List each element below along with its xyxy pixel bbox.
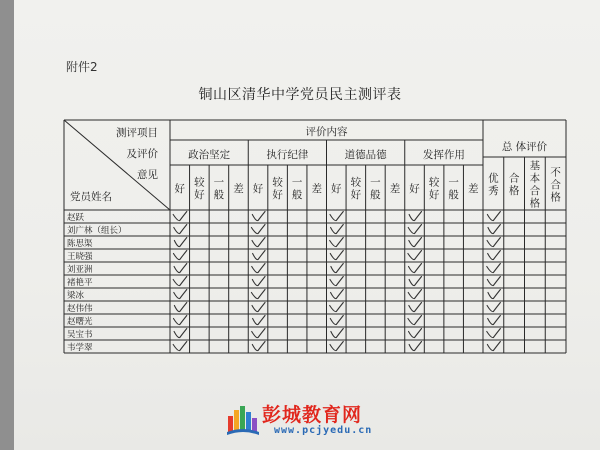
member-name: 褚艳平 — [67, 278, 93, 288]
check-mark — [173, 277, 187, 286]
category-label-1: 政治坚定 — [188, 149, 231, 161]
category-label-4: 发挥作用 — [422, 149, 465, 161]
check-mark — [331, 290, 344, 299]
grade-label: 差 — [389, 182, 401, 195]
watermark-logo — [226, 400, 386, 444]
check-mark — [488, 316, 501, 325]
category-label-2: 执行纪律 — [266, 149, 309, 161]
check-mark — [330, 303, 344, 312]
diag-label-items: 测评项目 — [116, 127, 158, 139]
check-mark — [251, 290, 265, 299]
book-logo-icon — [226, 404, 260, 436]
eval-content-label: 评价内容 — [305, 126, 348, 138]
diag-label-evaluation: 及评价 — [126, 148, 158, 160]
check-mark — [331, 329, 343, 338]
check-mark — [330, 212, 343, 221]
check-mark — [487, 329, 501, 338]
check-mark — [252, 342, 265, 351]
check-mark — [330, 251, 343, 260]
member-name: 王晓强 — [67, 252, 93, 262]
check-mark — [408, 316, 422, 325]
grade-label: 好 — [252, 182, 264, 195]
check-mark — [331, 225, 344, 234]
diag-label-member-name: 党员姓名 — [70, 191, 112, 203]
grade-label: 较好 — [350, 176, 362, 201]
check-mark — [409, 264, 422, 273]
check-mark — [408, 225, 421, 234]
check-mark — [487, 303, 500, 312]
check-mark — [173, 342, 187, 351]
grade-label: 好 — [409, 182, 420, 195]
check-mark — [409, 342, 421, 351]
member-name: 陈思渠 — [67, 239, 93, 249]
check-mark — [252, 212, 265, 221]
check-mark — [252, 277, 265, 286]
check-mark — [253, 316, 265, 325]
check-mark — [408, 290, 421, 299]
check-mark — [252, 329, 265, 338]
check-mark — [173, 316, 186, 325]
grade-label: 一般 — [370, 176, 381, 201]
member-name: 刘亚洲 — [67, 265, 93, 275]
check-mark — [252, 264, 265, 273]
check-mark — [331, 264, 343, 273]
check-mark — [252, 303, 265, 312]
member-name: 赵跃 — [67, 213, 85, 223]
grade-label: 一般 — [291, 176, 303, 201]
check-mark — [487, 277, 500, 286]
check-mark — [409, 238, 422, 247]
check-mark — [174, 290, 187, 299]
grade-label: 好 — [331, 182, 342, 195]
diag-label-opinion: 意见 — [137, 169, 158, 181]
grade-label: 一般 — [213, 176, 225, 201]
member-name: 赵伟伟 — [67, 304, 93, 314]
check-mark — [409, 212, 421, 221]
watermark-name: 彭城教育网 — [262, 404, 363, 426]
grade-label: 较好 — [272, 176, 283, 201]
grade-label: 较好 — [194, 176, 205, 201]
check-mark — [488, 290, 500, 299]
grade-label: 好 — [174, 182, 186, 195]
member-name: 韦学翠 — [67, 343, 93, 353]
check-mark — [488, 251, 501, 260]
watermark-url: www.pcjyedu.cn — [274, 425, 373, 436]
member-name: 梁冰 — [67, 291, 85, 301]
check-mark — [330, 316, 343, 325]
check-mark — [174, 329, 187, 338]
check-mark — [408, 251, 422, 260]
check-mark — [251, 225, 265, 234]
overall-grade-label: 合格 — [508, 172, 520, 197]
check-mark — [253, 251, 265, 260]
check-mark — [252, 238, 265, 247]
grade-label: 差 — [467, 182, 479, 195]
grade-label: 较好 — [428, 176, 440, 201]
member-name: 刘广林（组长） — [67, 226, 127, 236]
overall-label: 总 体评价 — [501, 141, 548, 153]
check-mark — [487, 342, 500, 351]
check-mark — [488, 225, 500, 234]
check-mark — [174, 264, 187, 273]
check-mark — [409, 329, 422, 338]
check-mark — [487, 238, 500, 247]
check-mark — [173, 251, 186, 260]
member-name: 吴宝书 — [67, 330, 93, 340]
overall-grade-label: 不合格 — [550, 166, 561, 204]
grade-label: 差 — [233, 182, 244, 195]
check-mark — [409, 277, 421, 286]
overall-grade-label: 优秀 — [488, 172, 499, 197]
check-mark — [330, 238, 344, 247]
grade-label: 差 — [311, 182, 322, 195]
document-title: 铜山区清华中学党员民主测评表 — [198, 87, 402, 103]
check-mark — [173, 212, 187, 221]
attachment-label: 附件2 — [66, 60, 98, 74]
grade-label: 一般 — [448, 176, 459, 201]
check-mark — [330, 277, 343, 286]
check-mark — [409, 303, 422, 312]
check-mark — [174, 238, 186, 247]
check-mark — [487, 264, 501, 273]
member-name: 赵曙光 — [67, 317, 93, 327]
check-mark — [330, 342, 343, 351]
check-mark — [174, 225, 187, 234]
category-label-3: 道德品德 — [344, 149, 387, 161]
overall-grade-label: 基本合格 — [529, 160, 541, 210]
check-mark — [174, 303, 186, 312]
check-mark — [487, 212, 500, 221]
